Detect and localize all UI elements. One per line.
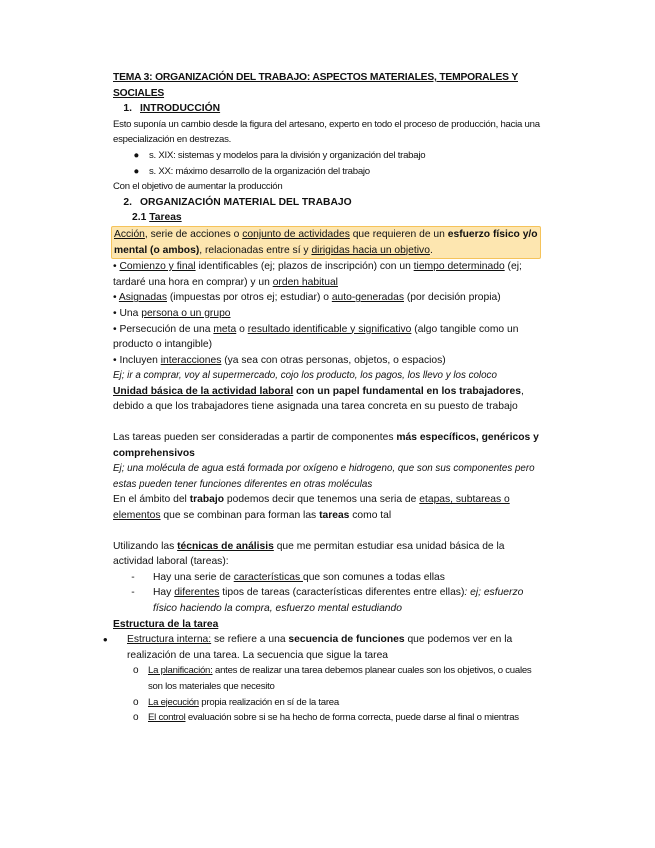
estructura-interna-text [127,632,543,663]
section-2-title: ORGANIZACIÓN MATERIAL DEL TRABAJO [140,196,352,208]
underlined-text: tiempo determinado [413,261,505,273]
text: que me permitan estudiar esa unidad básica de la actividad laboral (tareas): [113,540,505,568]
text: o [236,323,248,335]
underlined-text: auto-generadas [331,292,404,304]
text: , debido a que los trabajadores tiene asignada una tarea concreta en su puesto de trabajo [113,385,524,413]
text: En el ámbito del [113,494,190,506]
underlined-text: orden habitual [272,276,338,288]
underlined-text: etapas, subtareas o elementos [113,494,510,522]
dash-item-1 [113,570,543,586]
bold-text: más específicos, genéricos y comprehensivos [113,432,539,459]
text: como tal [349,510,392,522]
feature-2 [113,290,543,306]
def-text: , relacionadas entre sí y [199,244,312,256]
underlined-text: El control [148,712,186,724]
text: antes de realizar una tarea debemos planear cuales son los objetivos, o cuales son los materiales que necesito [148,665,532,692]
text: (ya sea con otras personas, objetos, o espacios) [221,354,446,366]
underlined-text: interacciones [160,354,222,366]
dash-marker: - [131,571,135,583]
def-text: . [429,244,433,256]
highlighted-definition [111,226,541,259]
def-accion: Acción [114,228,145,240]
underlined-text: Comienzo y final [119,261,196,273]
section-1-title: INTRODUCCIÓN [140,103,221,115]
section-1-heading [113,101,543,117]
estructura-interna-item [103,632,543,663]
estructura-heading: Estructura de la tarea [113,618,219,630]
def-esfuerzo: esfuerzo físico y/o mental (o ambos) [114,228,538,256]
underlined-text: Asignadas [118,292,167,304]
intro-bullet-1 [113,148,543,164]
italic-text: : ej; esfuerzo físico haciendo la compra, esfuerzo mental estudiando [153,587,524,614]
feature-5-example: Ej; ir a comprar, voy al supermercado, cojo los producto, los pagos, los llevo y los coloco [113,370,497,382]
text: Hay una serie de [153,571,234,583]
dash-item-2 [113,585,543,616]
underlined-text: Estructura interna: [127,634,212,646]
sub-item-ejecucion [113,695,543,711]
text: • Persecución de una [113,323,214,335]
intro-paragraph: Esto suponía un cambio desde la figura del artesano, experto en todo el proceso de producción, hacia una especialización en destrezas. [113,118,540,146]
underlined-text: características [233,571,303,583]
document-content [103,70,543,726]
text: que son comunes a todas ellas [302,571,445,583]
bold-underlined-text: Unidad básica de la actividad laboral [113,385,294,397]
underlined-text: resultado identificable y significativo [247,323,412,335]
text: evaluación sobre si se ha hecho de forma correcta, puede darse al final o mientras [185,712,519,724]
intro-conclusion: Con el objetivo de aumentar la producción [113,181,283,193]
text: • Incluyen [113,354,161,366]
section-2-1-title: Tareas [149,212,182,224]
text: se refiere a una [211,634,289,646]
text: Hay [153,587,175,599]
spacer [113,524,543,539]
text: que podemos ver en la realización de una tarea. La secuencia que sigue la tarea [127,634,513,661]
text: (por decisión propia) [403,292,501,304]
dash-item-2-text [153,585,543,616]
feature-4 [113,322,543,353]
title-line-2: SOCIALES [113,87,165,99]
feature-1 [113,259,543,290]
text: que se combinan para forman las [160,510,320,522]
sub-item-text [148,710,543,726]
ambito-paragraph [113,492,543,523]
text: tipos de tareas (características diferentes entre ellas) [219,587,465,599]
bold-text: secuencia de funciones [288,634,405,646]
intro-bullet-2 [113,164,543,180]
section-2-1-heading [113,210,543,226]
underlined-text: persona o un grupo [141,307,231,319]
bold-text: tareas [319,510,350,522]
section-2-heading [113,195,543,211]
text: (algo tangible como un producto o intangible) [113,323,519,351]
def-objetivo: dirigidas hacia un objetivo [311,244,430,256]
def-conjunto: conjunto de actividades [242,228,350,240]
intro-bullet-1-text: s. XIX: sistemas y modelos para la división y organización del trabajo [149,149,426,161]
sub-item-planificacion [113,663,543,694]
bullet-dot: ● [133,165,139,177]
text: Las tareas pueden ser consideradas a partir de componentes [113,432,397,444]
text: (ej; tardaré una hora en comprar) y un [113,261,522,288]
section-2-1-number: 2.1 [132,212,147,224]
dash-item-1-text [153,570,445,586]
document-title [113,70,543,101]
sub-bullet: o [133,712,139,724]
components-paragraph [113,430,543,461]
bullet-dot: • [103,632,108,648]
text: • Una [113,307,142,319]
bold-text: con un papel fundamental en los trabajadores [293,385,521,397]
text: • [113,292,119,304]
unidad-basica-paragraph [113,384,543,415]
underlined-text: diferentes [174,587,220,599]
intro-bullet-2-text: s. XX: máximo desarrollo de la organización del trabajo [149,165,370,177]
underlined-text: La planificación: [148,665,213,677]
sub-item-text [148,663,543,694]
section-2-number: 2. [123,196,132,208]
text: Utilizando las [113,540,178,552]
tecnicas-paragraph [113,539,543,570]
sub-bullet: o [133,696,139,708]
sub-bullet: o [133,665,139,677]
bold-text: trabajo [189,494,225,506]
text: (impuestas por otros ej; estudiar) o [167,292,332,304]
title-line-1: TEMA 3: ORGANIZACIÓN DEL TRABAJO: ASPECTOS MATERIALES, TEMPORALES Y [113,72,518,83]
feature-3 [113,306,543,322]
components-example: Ej; una molécula de agua está formada por oxígeno e hidrogeno, que son sus componentes pero estas pueden tener funciones diferentes en otras moléculas [113,463,535,490]
underlined-text: La ejecución [148,696,199,708]
feature-5 [113,353,543,369]
spacer [113,415,543,430]
sub-item-text [148,695,543,711]
bullet-dot: ● [133,149,139,161]
bold-underlined-text: técnicas de análisis [177,540,274,552]
def-text: que requieren de un [349,228,448,240]
text: identificables (ej; plazos de inscripción) con un [195,261,414,273]
dash-marker: - [131,587,135,599]
section-1-number: 1. [123,103,132,115]
text: propia realización en sí de la tarea [198,696,339,708]
text: podemos decir que tenemos una seria de [224,494,420,506]
underlined-text: meta [213,323,237,335]
text: • [113,261,120,273]
def-text: , serie de acciones o [144,228,243,240]
sub-item-control [113,710,543,726]
